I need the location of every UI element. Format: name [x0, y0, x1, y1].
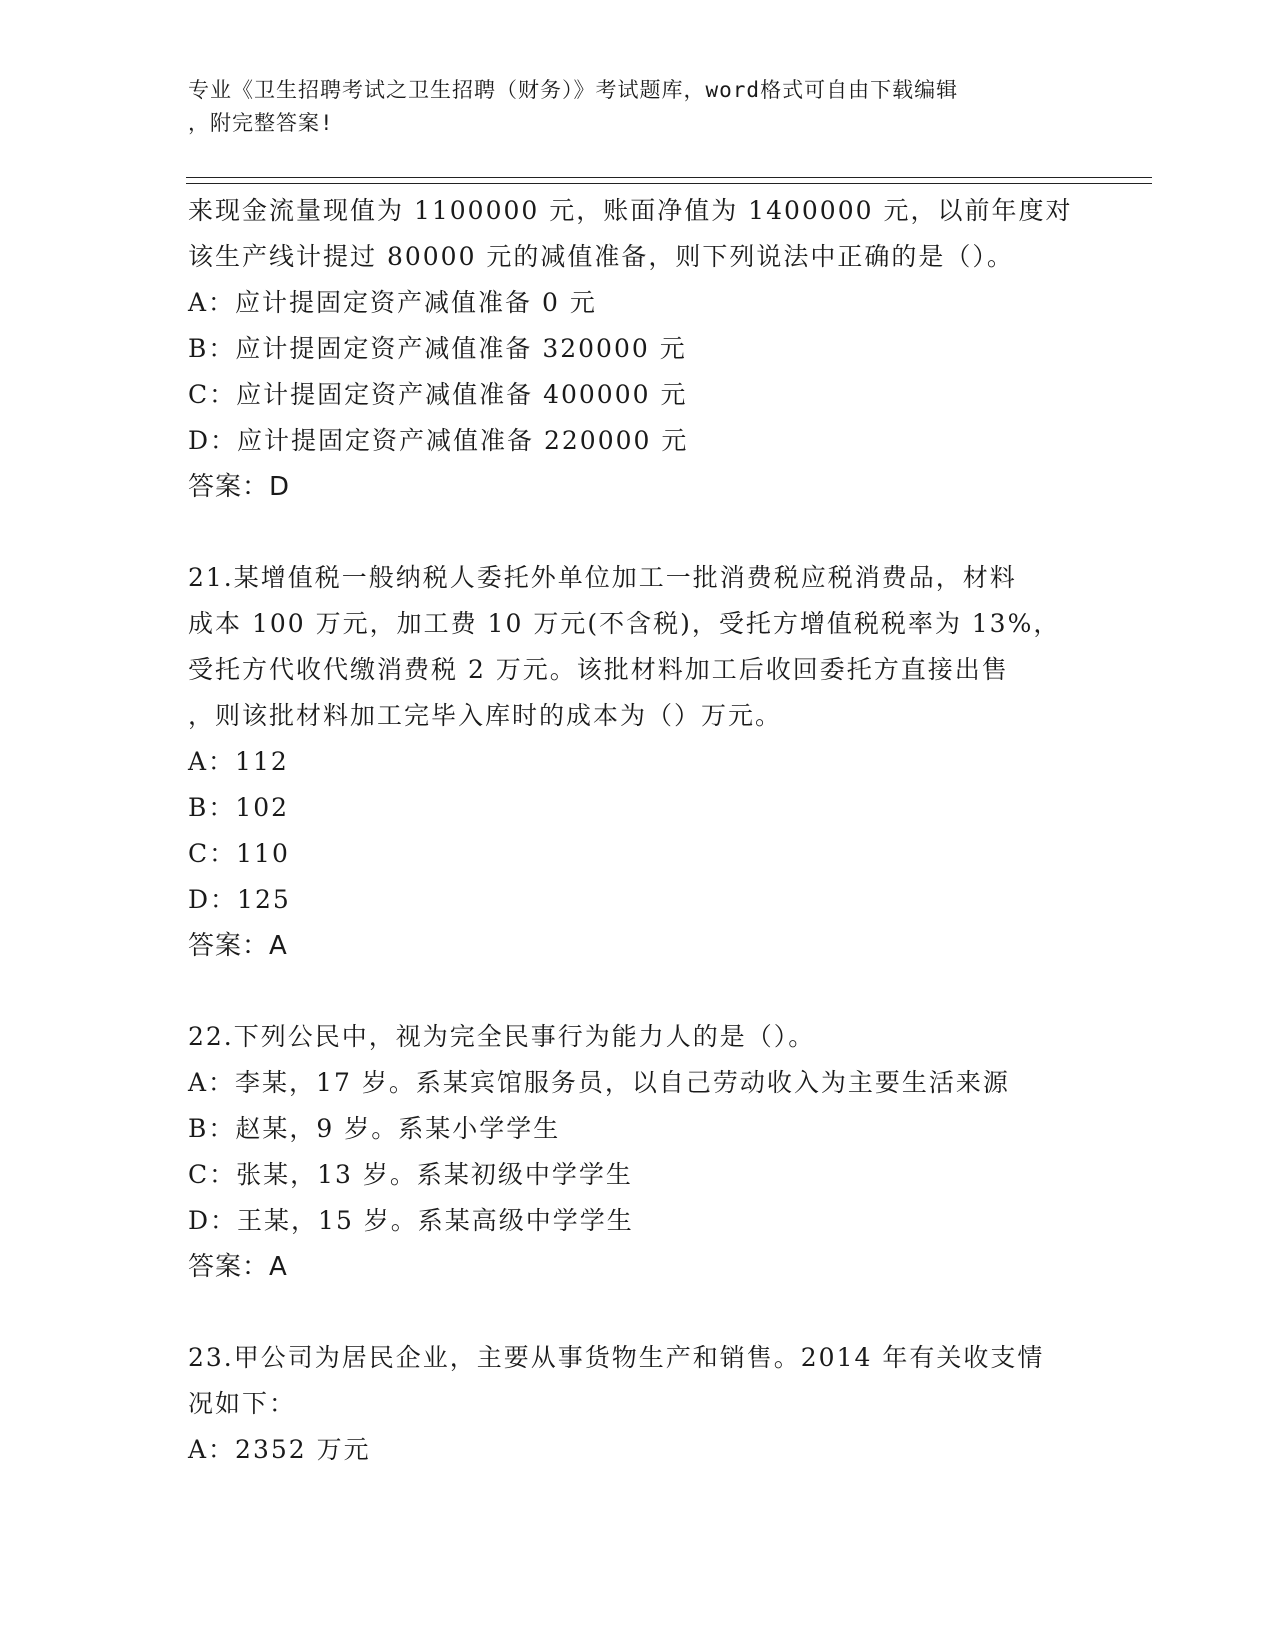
question-21 [188, 555, 1088, 969]
answer-label: 答案：A [188, 1252, 288, 1282]
question-stem-line: 23.甲公司为居民企业，主要从事货物生产和销售。2014 年有关收支情 [188, 1343, 1045, 1372]
question-stem-line: 受托方代收代缴消费税 2 万元。该批材料加工后收回委托方直接出售 [188, 655, 1009, 684]
question-stem-line: 来现金流量现值为 1100000 元，账面净值为 1400000 元，以前年度对 [188, 196, 1073, 225]
header-divider-top [186, 177, 1152, 178]
option-d: D：王某，15 岁。系某高级中学学生 [188, 1206, 634, 1235]
question-20 [188, 188, 1088, 510]
option-b: B：102 [188, 793, 290, 822]
document-header [188, 74, 1068, 140]
option-a: A：应计提固定资产减值准备 0 元 [188, 288, 597, 317]
option-b: B：赵某，9 岁。系某小学学生 [188, 1114, 561, 1143]
answer-label: 答案：D [188, 472, 291, 502]
question-spacer [188, 510, 1088, 555]
option-d: D：125 [188, 885, 291, 914]
question-spacer [188, 1290, 1088, 1335]
question-stem-line: 21.某增值税一般纳税人委托外单位加工一批消费税应税消费品，材料 [188, 563, 1017, 592]
question-23 [188, 1335, 1088, 1473]
question-22 [188, 1014, 1088, 1290]
question-stem-line: 该生产线计提过 80000 元的减值准备，则下列说法中正确的是（）。 [188, 242, 1014, 271]
question-stem-line: 成本 100 万元，加工费 10 万元(不含税)，受托方增值税税率为 13%， [188, 609, 1061, 638]
option-a: A：2352 万元 [188, 1435, 371, 1464]
question-stem-line: 22.下列公民中，视为完全民事行为能力人的是（）。 [188, 1022, 816, 1051]
question-spacer [188, 969, 1088, 1014]
header-title-line-2: ，附完整答案! [188, 111, 334, 135]
option-c: C：张某，13 岁。系某初级中学学生 [188, 1160, 633, 1189]
header-title-line-1: 专业《卫生招聘考试之卫生招聘（财务）》考试题库，word格式可自由下载编辑 [188, 78, 959, 102]
question-stem-line: 况如下： [188, 1389, 297, 1418]
question-list [188, 188, 1088, 1473]
option-c: C：110 [188, 839, 290, 868]
option-b: B：应计提固定资产减值准备 320000 元 [188, 334, 687, 363]
answer-label: 答案：A [188, 931, 288, 961]
option-c: C：应计提固定资产减值准备 400000 元 [188, 380, 688, 409]
question-stem-line: ，则该批材料加工完毕入库时的成本为（）万元。 [188, 701, 783, 730]
option-d: D：应计提固定资产减值准备 220000 元 [188, 426, 689, 455]
option-a: A：李某，17 岁。系某宾馆服务员，以自己劳动收入为主要生活来源 [188, 1068, 1010, 1097]
option-a: A：112 [188, 747, 289, 776]
header-divider-bottom [186, 183, 1152, 184]
